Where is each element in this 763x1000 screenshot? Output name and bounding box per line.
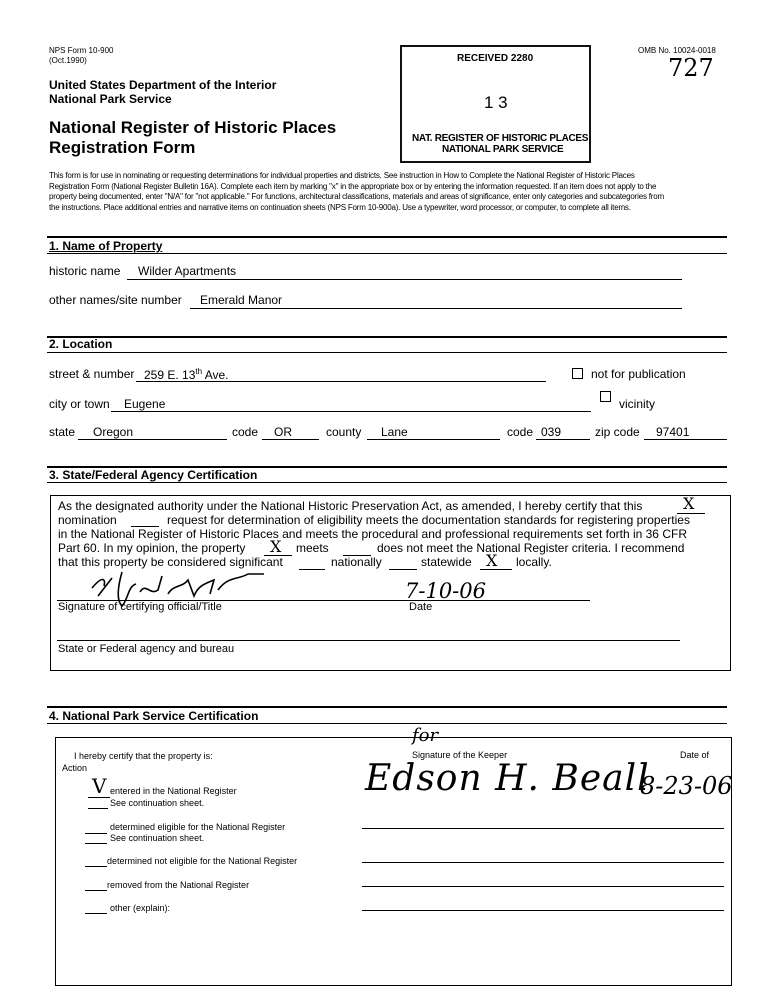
department: United States Department of the Interior: [49, 78, 277, 92]
instruction-line: This form is for use in nominating or requesting determinations for individual properties and districts. See instruction in How to Complete the National Register of Historic Places: [49, 171, 635, 180]
signature-line: [362, 862, 724, 863]
vicinity-checkbox[interactable]: [600, 391, 611, 402]
form-title-1: National Register of Historic Places: [49, 118, 337, 137]
street-superscript: th: [195, 367, 203, 376]
county-value[interactable]: Lane: [381, 425, 408, 439]
signature-line: [362, 828, 724, 829]
section-2-heading: 2. Location: [49, 337, 113, 351]
zip-label: zip code: [595, 425, 640, 439]
cert-line-5b: nationally: [331, 555, 382, 569]
certify-statement: I hereby certify that the property is:: [74, 751, 213, 761]
state-value[interactable]: Oregon: [93, 425, 134, 439]
section-1-heading: 1. Name of Property: [49, 239, 163, 253]
street-suffix: Ave.: [202, 368, 229, 382]
state-code-label: code: [232, 425, 259, 439]
section-divider: [47, 723, 727, 724]
street-value[interactable]: [144, 367, 229, 382]
instructions: [49, 171, 664, 213]
field-line: [85, 913, 107, 914]
city-label: city or town: [49, 397, 110, 411]
for-note: for: [412, 725, 439, 746]
cert-line-4a: Part 60. In my opinion, the property: [58, 541, 246, 555]
stamp-number: 1 3: [484, 93, 508, 112]
section-divider: [47, 352, 727, 353]
state-label: state: [49, 425, 76, 439]
keeper-label: Signature of the Keeper: [412, 750, 508, 760]
field-line: [262, 439, 319, 440]
nomination-mark[interactable]: X: [683, 494, 695, 513]
agency-label: State or Federal agency and bureau: [58, 643, 235, 655]
field-line: [190, 308, 682, 309]
historic-name-value[interactable]: Wilder Apartments: [138, 264, 237, 278]
date-of-label: Date of: [680, 750, 710, 760]
locally-mark[interactable]: X: [486, 551, 498, 570]
omb-number: OMB No. 10024-0018: [638, 46, 716, 55]
cert-line-2: request for determination of eligibility meets the documentation standards for registering properties: [167, 513, 690, 527]
option-entered-continuation[interactable]: See continuation sheet.: [110, 798, 205, 808]
signature-line: [362, 910, 724, 911]
action-label: Action: [62, 763, 88, 773]
field-line: [389, 569, 417, 570]
option-removed[interactable]: removed from the National Register: [107, 880, 250, 890]
section-4-heading: 4. National Park Service Certification: [49, 709, 259, 723]
field-line: [127, 279, 682, 280]
cert-line-3: in the National Register of Historic Places and meets the procedural and professional requirements set forth in 36 CFR: [58, 527, 687, 541]
not-for-publication-checkbox[interactable]: [572, 368, 583, 379]
certification-date: 7-10-06: [405, 579, 486, 603]
option-other[interactable]: other (explain):: [110, 903, 171, 913]
entered-check-mark: V: [92, 774, 107, 798]
section-divider: [47, 253, 727, 254]
section-divider: [47, 336, 727, 338]
field-line: [85, 866, 107, 867]
street-label: street & number: [49, 367, 135, 381]
field-line: [299, 569, 325, 570]
date-label: Date: [409, 601, 433, 613]
field-line: [88, 808, 108, 809]
signature-label: Signature of certifying official/Title: [58, 601, 222, 613]
received-stamp: [400, 45, 591, 163]
meets-mark[interactable]: X: [270, 537, 282, 556]
section-divider: [47, 482, 727, 483]
zip-value[interactable]: 97401: [656, 425, 690, 439]
cert-nomination-label: nomination: [58, 513, 117, 527]
agency: National Park Service: [49, 92, 172, 106]
option-not-eligible[interactable]: determined not eligible for the National Register: [107, 856, 298, 866]
field-line: [644, 439, 727, 440]
instruction-line: Registration Form (National Register Bulletin 16A). Complete each item by marking "x" in the appropriate box or by entering the information requested. If an item does not apply to the: [49, 181, 657, 191]
option-eligible-continuation[interactable]: See continuation sheet.: [110, 833, 205, 843]
cert-text: As the designated authority under the National Historic Preservation Act, as amended, I hereby certify that this: [58, 499, 643, 513]
cert-line-5a: that this property be considered significant: [58, 555, 283, 569]
other-names-value[interactable]: Emerald Manor: [200, 293, 283, 307]
agency-line: [57, 640, 680, 641]
field-line: [78, 439, 227, 440]
county-code-value[interactable]: 039: [541, 425, 562, 439]
field-line: [85, 890, 107, 891]
form-number: NPS Form 10-900: [49, 46, 114, 55]
county-label: county: [326, 425, 362, 439]
field-line: [85, 833, 107, 834]
field-line: [536, 439, 590, 440]
option-determined-eligible[interactable]: determined eligible for the National Register: [110, 822, 286, 832]
field-line: [85, 843, 107, 844]
cert-line-1: [58, 499, 642, 513]
keeper-date: 8-23-06: [640, 772, 733, 800]
cert-line-5d: locally.: [516, 555, 552, 569]
county-code-label: code: [507, 425, 534, 439]
section-divider: [47, 706, 727, 708]
cert-line-5c: statewide: [421, 555, 472, 569]
section-divider: [47, 236, 727, 238]
section-3-heading: 3. State/Federal Agency Certification: [49, 468, 258, 482]
instruction-line: the instructions. Place additional entries and narrative items on continuation sheets (NPS Form 10-900a). Use a typewriter, word processor, or computer, to complete all items.: [49, 202, 631, 212]
historic-name-label: historic name: [49, 264, 121, 278]
cert-line-4b: meets: [296, 541, 329, 555]
field-line: [111, 411, 591, 412]
field-line: [88, 797, 110, 798]
state-code-value[interactable]: OR: [274, 425, 292, 439]
stamp-line-1: NAT. REGISTER OF HISTORIC PLACES: [412, 133, 589, 144]
form-title-2: Registration Form: [49, 138, 196, 157]
field-line: [136, 381, 546, 382]
cert-line-4c: does not meet the National Register criteria. I recommend: [377, 541, 685, 555]
signature-line: [362, 886, 724, 887]
other-names-label: other names/site number: [49, 293, 182, 307]
handwritten-ref: 727: [668, 54, 714, 82]
city-value[interactable]: Eugene: [124, 397, 166, 411]
form-date: (Oct.1990): [49, 56, 87, 65]
stamp-received: RECEIVED 2280: [457, 53, 534, 64]
stamp-line-2: NATIONAL PARK SERVICE: [442, 144, 564, 155]
instruction-line: property being documented, enter "N/A" for "not applicable." For functions, architectural classifications, materials and areas of significance, enter only categories and subcategories from: [49, 192, 664, 201]
option-entered[interactable]: entered in the National Register: [110, 786, 237, 796]
street-number: 259 E. 13: [144, 368, 196, 382]
not-for-publication-label: not for publication: [591, 367, 686, 381]
keeper-signature: Edson H. Beall: [365, 758, 650, 799]
vicinity-label: vicinity: [619, 397, 656, 411]
field-line: [367, 439, 500, 440]
